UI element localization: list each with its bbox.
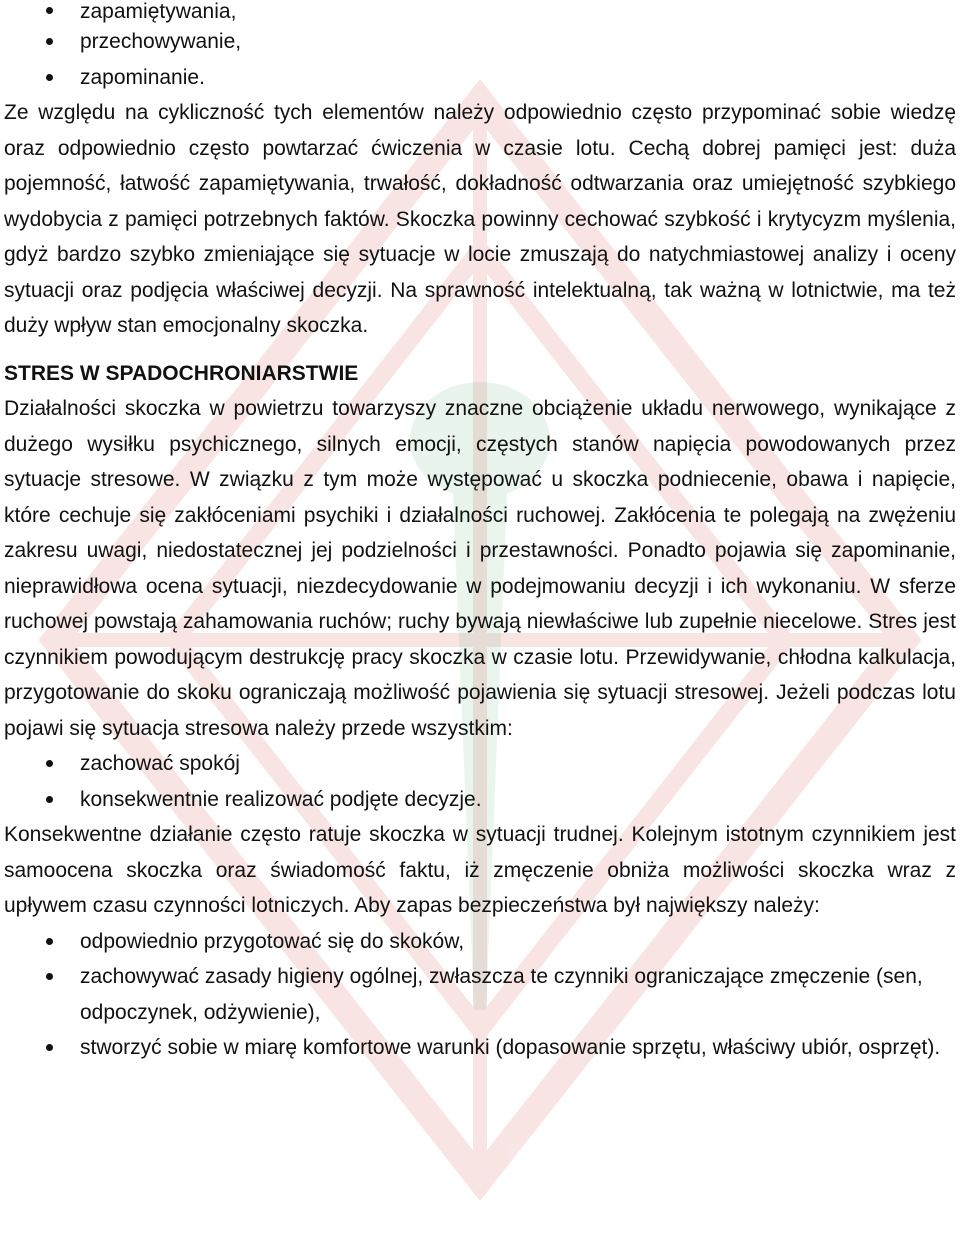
list-item: konsekwentnie realizować podjęte decyzje. <box>4 782 956 818</box>
list-item: stworzyć sobie w miarę komfortowe warunki (dopasowanie sprzętu, właściwy ubiór, osprzęt). <box>4 1030 956 1066</box>
list-item: zachowywać zasady higieny ogólnej, zwłaszcza te czynniki ograniczające zmęczenie (sen, odpoczynek, odżywienie), <box>4 959 956 1030</box>
section-heading: STRES W SPADOCHRONIARSTWIE <box>4 361 359 385</box>
list-item: przechowywanie, <box>4 24 956 60</box>
list-item: zapominanie. <box>4 60 956 96</box>
memory-stages-list <box>4 0 956 95</box>
safety-actions-list <box>4 924 956 1066</box>
paragraph-stress: Działalności skoczka w powietrzu towarzyszy znaczne obciążenie układu nerwowego, wynikające z dużego wysiłku psychicznego, silnych emocji, częstych stanów napięcia powodowanych przez sytuacje stresowe. W związku z tym może występować u skoczka podniecenie, obawa i napięcie, które cechuje się zakłóceniami psychiki i działalności ruchowej. Zakłócenia te polegają na zwężeniu zakresu uwagi, niedostatecznej jej podzielności i przestawności. Ponadto pojawia się zapominanie, nieprawidłowa ocena sytuacji, niezdecydowanie w podejmowaniu decyzji i ich wykonaniu. W sferze ruchowej powstają zahamowania ruchów; ruchy bywają niewłaściwe lub zupełnie niecelowe. Stres jest czynnikiem powodującym destrukcję pracy skoczka w czasie lotu. Przewidywanie, chłodna kalkulacja, przygotowanie do skoku ograniczają możliwość pojawienia się sytuacji stresowej. Jeżeli podczas lotu pojawi się sytuacja stresowa należy przede wszystkim: <box>4 397 956 740</box>
list-item: zapamiętywania, <box>4 0 956 24</box>
stress-actions-list <box>4 746 956 817</box>
list-item: odpowiednio przygotować się do skoków, <box>4 924 956 960</box>
list-item: zachować spokój <box>4 746 956 782</box>
paragraph-safety: Konsekwentne działanie często ratuje skoczka w sytuacji trudnej. Kolejnym istotnym czynnikiem jest samoocena skoczka oraz świadomość faktu, iż zmęczenie obniża możliwości skoczka wraz z upływem czasu czynności lotniczych. Aby zapas bezpieczeństwa był największy należy: <box>4 823 956 917</box>
paragraph-memory: Ze względu na cykliczność tych elementów należy odpowiednio często przypominać sobie wiedzę oraz odpowiednio często powtarzać ćwiczenia w czasie lotu. Cechą dobrej pamięci jest: duża pojemność, łatwość zapamiętywania, trwałość, dokładność odtwarzania oraz umiejętność szybkiego wydobycia z pamięci potrzebnych faktów. Skoczka powinny cechować szybkość i krytycyzm myślenia, gdyż bardzo szybko zmieniające się sytuacje w locie zmuszają do natychmiastowej analizy i oceny sytuacji oraz podjęcia właściwej decyzji. Na sprawność intelektualną, tak ważną w lotnictwie, ma też duży wpływ stan emocjonalny skoczka. <box>4 101 956 337</box>
